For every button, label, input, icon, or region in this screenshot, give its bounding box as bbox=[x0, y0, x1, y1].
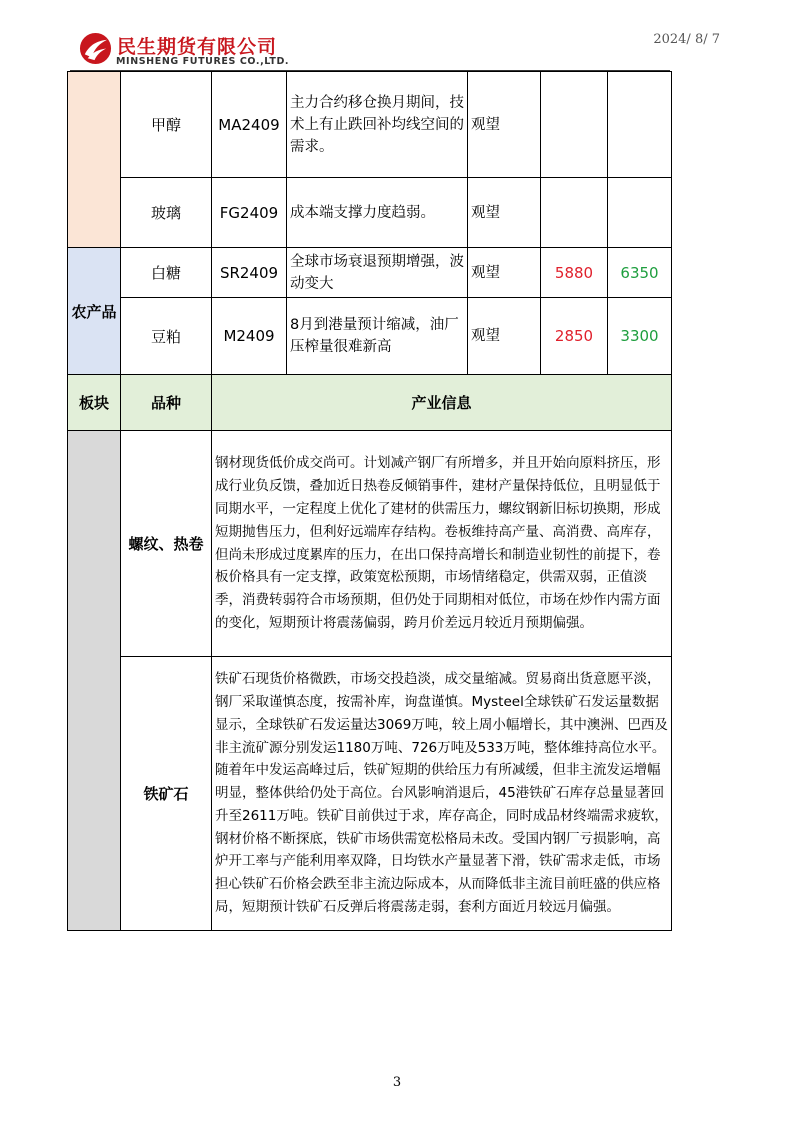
support-cell bbox=[541, 178, 608, 248]
info-cell: 铁矿石现货价格微跌，市场交投趋淡，成交量缩减。贸易商出货意愿平淡，钢厂采取谨慎态度，按需补库，询盘谨慎。Mysteel全球铁矿石发运量数据显示，全球铁矿石发运量达3069万吨，较上周小幅增长，其中澳洲、巴西及非主流矿源分别发运1180万吨、726万吨及533万吨，整体维持高位水平。随着年中发运高峰过后，铁矿短期的供给压力有所减缓，但非主流发运增幅明显，整体供给仍处于高位。台风影响消退后，45港铁矿石库存总量显著回升至2611万吨。铁矿目前供过于求，库存高企，同时成品材终端需求疲软，钢材价格不断探底，铁矿市场供需宽松格局未改。受国内钢厂亏损影响，高炉开工率与产能利用率双降，日均铁水产量显著下滑，铁矿需求走低，市场担心铁矿石价格会跌至非主流边际成本，从而降低非主流目前旺盛的供应格局，短期预计铁矿石反弹后将震荡走弱，套利方面近月较远月偏强。 bbox=[212, 657, 672, 931]
company-logo bbox=[79, 30, 309, 72]
contract-cell: SR2409 bbox=[212, 248, 287, 298]
product-cell: 玻璃 bbox=[121, 178, 212, 248]
page-number: 3 bbox=[392, 1075, 402, 1090]
company-name-en: MINSHENG FUTURES CO.,LTD. bbox=[116, 56, 290, 67]
variety-cell: 螺纹、热卷 bbox=[121, 431, 212, 657]
table-row bbox=[68, 431, 672, 657]
support-cell: 5880 bbox=[541, 248, 608, 298]
view-cell: 主力合约移仓换月期间，技术上有止跌回补均线空间的需求。 bbox=[287, 72, 468, 178]
product-cell: 甲醇 bbox=[121, 72, 212, 178]
table-row bbox=[68, 72, 672, 178]
resistance-cell bbox=[608, 72, 672, 178]
product-cell: 白糖 bbox=[121, 248, 212, 298]
contract-cell: MA2409 bbox=[212, 72, 287, 178]
variety-cell: 铁矿石 bbox=[121, 657, 212, 931]
product-cell: 豆粕 bbox=[121, 298, 212, 375]
strategy-cell: 观望 bbox=[468, 298, 541, 375]
header-sector: 板块 bbox=[68, 375, 121, 431]
table-row bbox=[68, 248, 672, 298]
info-cell: 钢材现货低价成交尚可。计划减产钢厂有所增多，并且开始向原料挤压，形成行业负反馈，叠加近日热卷反倾销事件，建材产量保持低位，且明显低于同期水平，一定程度上优化了建材的供需压力，螺纹钢新旧标切换期，形成短期抛售压力，但利好远端库存结构。卷板维持高产量、高消费、高库存，但尚未形成过度累库的压力，在出口保持高增长和制造业韧性的前提下，卷板价格具有一定支撑，政策宽松预期，市场情绪稳定，供需双弱，正值淡季，消费转弱符合市场预期，但仍处于同期相对低位，市场在炒作内需方面的变化，短期预计将震荡偏弱，跨月价差远月较近月预期偏强。 bbox=[212, 431, 672, 657]
table-row bbox=[68, 298, 672, 375]
view-cell: 8月到港量预计缩减，油厂压榨量很难新高 bbox=[287, 298, 468, 375]
header-info: 产业信息 bbox=[212, 375, 672, 431]
header-variety: 品种 bbox=[121, 375, 212, 431]
resistance-cell: 3300 bbox=[608, 298, 672, 375]
contract-cell: FG2409 bbox=[212, 178, 287, 248]
company-name-cn: 民生期货有限公司 bbox=[117, 36, 278, 58]
category-cell-chemicals bbox=[68, 72, 121, 248]
minsheng-logo-icon bbox=[79, 32, 112, 65]
strategy-cell: 观望 bbox=[468, 248, 541, 298]
support-cell: 2850 bbox=[541, 298, 608, 375]
support-cell bbox=[541, 72, 608, 178]
table-row bbox=[68, 657, 672, 931]
contract-cell: M2409 bbox=[212, 298, 287, 375]
sector-cell bbox=[68, 431, 121, 931]
futures-table bbox=[67, 71, 672, 931]
strategy-cell: 观望 bbox=[468, 178, 541, 248]
strategy-cell: 观望 bbox=[468, 72, 541, 178]
resistance-cell bbox=[608, 178, 672, 248]
resistance-cell: 6350 bbox=[608, 248, 672, 298]
view-cell: 全球市场衰退预期增强，波动变大 bbox=[287, 248, 468, 298]
report-date: 2024/ 8/ 7 bbox=[653, 32, 720, 47]
table-row bbox=[68, 178, 672, 248]
category-cell-agri: 农产品 bbox=[68, 248, 121, 375]
view-cell: 成本端支撑力度趋弱。 bbox=[287, 178, 468, 248]
info-header-row bbox=[68, 375, 672, 431]
